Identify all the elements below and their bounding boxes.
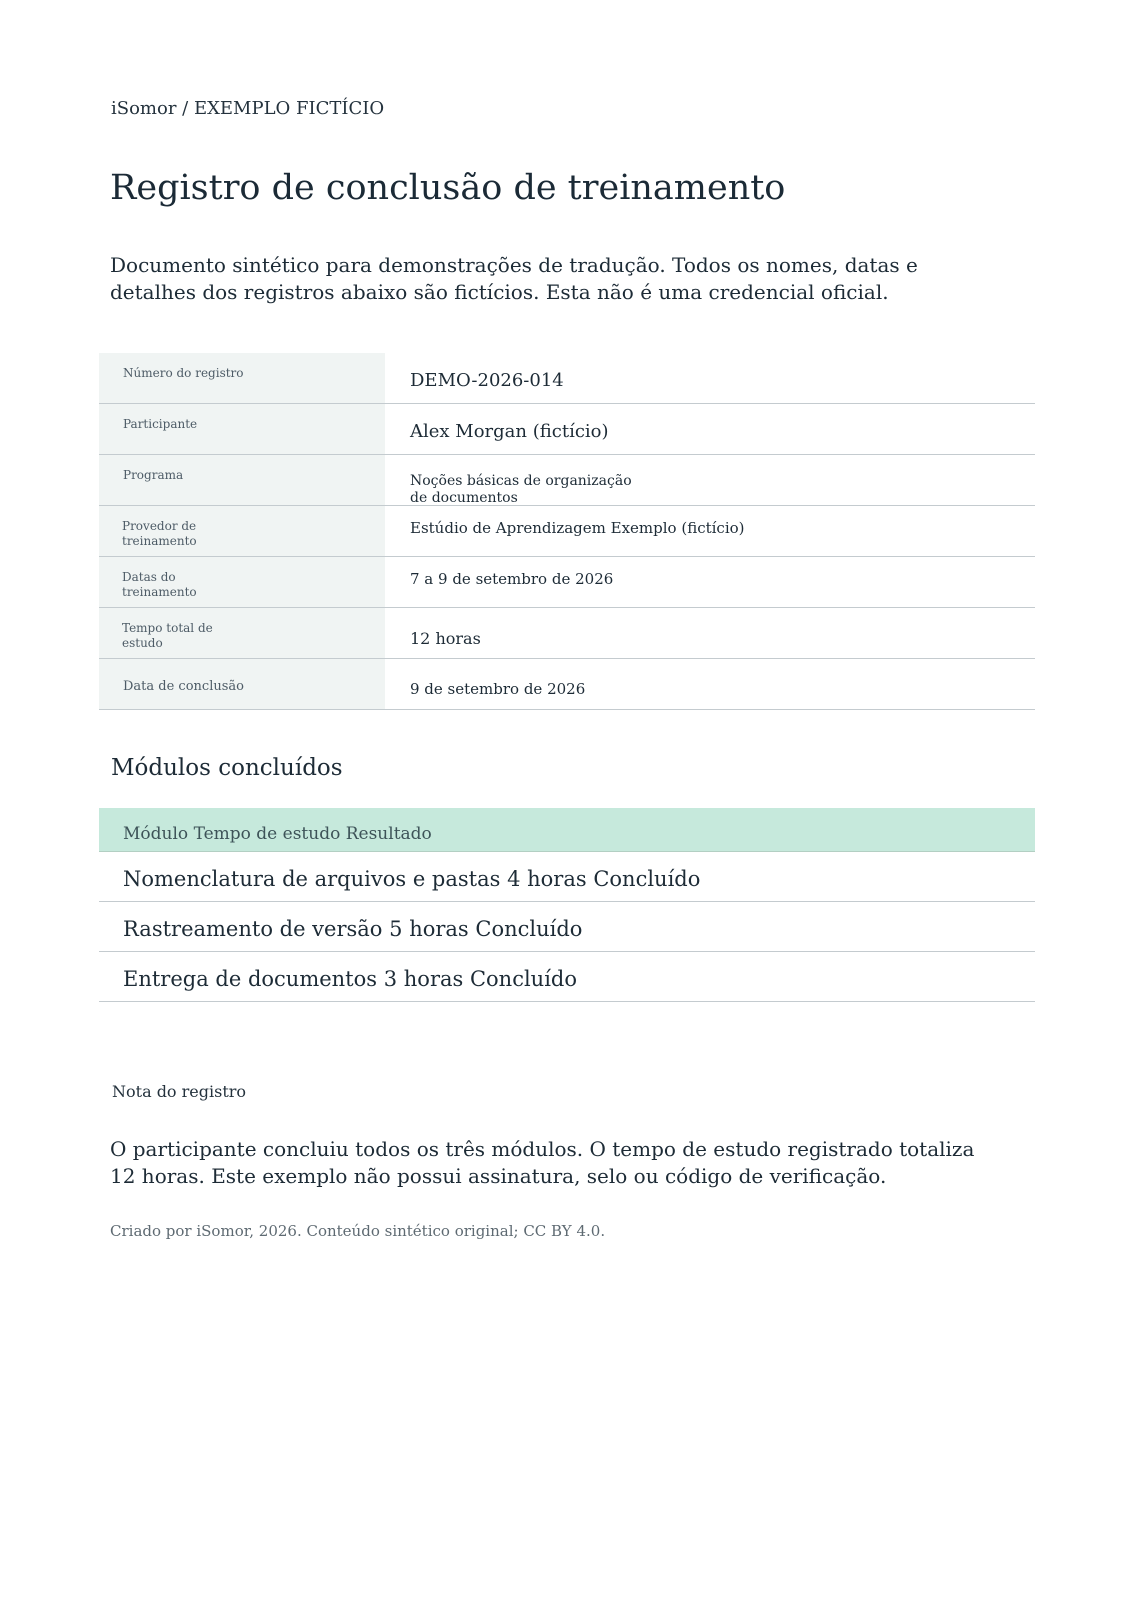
details-row [99,659,1035,710]
details-row [99,557,1035,608]
details-label: Programa [99,455,385,505]
details-label: Data de conclusão [99,659,385,709]
details-value: DEMO-2026-014 [410,370,564,391]
details-value: 12 horas [410,629,481,648]
details-row [99,506,1035,557]
modules-header-row [99,808,1035,852]
details-row [99,455,1035,506]
module-name: Entrega de documentos [123,967,378,991]
details-label: Tempo total de estudo [99,608,385,658]
note-label: Nota do registro [112,1082,247,1101]
page-title: Registro de conclusão de treinamento [110,168,786,208]
footer-credit: Criado por iSomor, 2026. Conteúdo sintético original; CC BY 4.0. [110,1222,606,1240]
details-value: Noções básicas de organização de documentos [410,473,632,505]
details-table [99,353,1035,710]
brand-label: iSomor / EXEMPLO FICTÍCIO [111,98,385,119]
details-label: Participante [99,404,385,454]
modules-table [99,808,1035,1002]
details-value: 9 de setembro de 2026 [410,680,586,698]
module-result: Concluído [475,917,583,941]
intro-paragraph: Documento sintético para demonstrações de tradução. Todos os nomes, datas e detalhes dos registros abaixo são fictícios. Esta não é uma credencial oficial. [110,253,918,304]
details-label: Número do registro [99,353,385,403]
column-header: Resultado [345,824,432,844]
module-name: Nomenclatura de arquivos e pastas [123,867,501,891]
details-value: Alex Morgan (fictício) [410,421,609,442]
module-time: 5 horas [389,917,469,941]
column-header: Tempo de estudo [193,824,341,844]
table-row [99,852,1035,902]
details-value: Estúdio de Aprendizagem Exemplo (fictício) [410,519,745,537]
column-header: Módulo [123,824,189,844]
details-row [99,404,1035,455]
table-row [99,902,1035,952]
details-row [99,353,1035,404]
details-label: Datas do treinamento [99,557,385,607]
module-time: 3 horas [383,967,464,991]
note-text: O participante concluiu todos os três módulos. O tempo de estudo registrado totaliza 12 horas. Este exemplo não possui assinatura, selo ou código de verificação. [110,1137,975,1188]
table-row [99,952,1035,1002]
details-label: Provedor de treinamento [99,506,385,556]
details-value: 7 a 9 de setembro de 2026 [410,570,614,588]
modules-heading: Módulos concluídos [111,755,343,781]
module-name: Rastreamento de versão [123,917,383,941]
module-result: Concluído [593,867,701,891]
module-time: 4 horas [507,867,587,891]
details-row [99,608,1035,659]
module-result: Concluído [469,967,578,991]
